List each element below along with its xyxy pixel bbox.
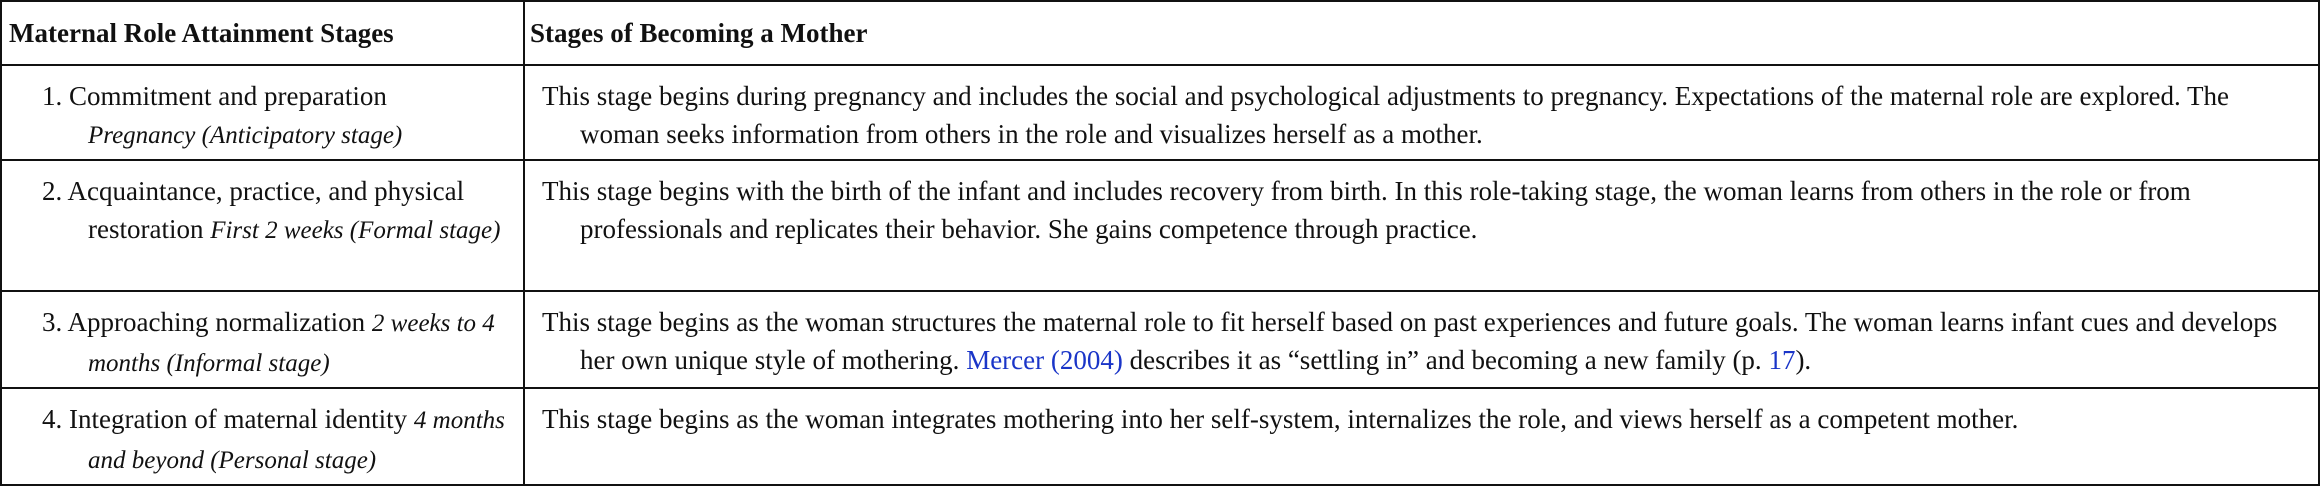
stage-text xyxy=(42,303,513,383)
stage-cell xyxy=(1,65,524,160)
stage-text xyxy=(42,400,513,480)
reference-link-mercer[interactable]: Mercer (2004) xyxy=(966,345,1123,375)
description-cell xyxy=(524,388,2319,485)
header-maternal-role-stages: Maternal Role Attainment Stages xyxy=(1,1,524,65)
stage-description xyxy=(542,303,2308,379)
stage-cell xyxy=(1,388,524,485)
stage-subtitle: Pregnancy (Anticipatory stage) xyxy=(88,122,403,149)
description-text: describes it as “settling in” and becoming a new family (p. xyxy=(1129,345,1762,375)
reference-link-page[interactable]: 17 xyxy=(1768,345,1796,375)
stage-cell xyxy=(1,291,524,388)
stage-title: 3. Approaching normalization xyxy=(42,307,366,337)
stage-title: 1. Commitment and preparation xyxy=(42,81,387,111)
table-row xyxy=(1,160,2319,291)
description-cell xyxy=(524,291,2319,388)
table-header xyxy=(1,1,2319,65)
stage-subtitle: First 2 weeks (Formal stage) xyxy=(210,217,501,244)
description-cell xyxy=(524,65,2319,160)
description-text: ). xyxy=(1795,345,1812,375)
table-row xyxy=(1,291,2319,388)
stage-description: This stage begins during pregnancy and includes the social and psychological adjustments to pregnancy. Expectations of the maternal role are explored. The woman seeks information from others in the role and visualizes herself as a mother. xyxy=(542,81,2229,149)
stage-text xyxy=(42,172,513,250)
description-text: This stage begins as the woman structures the maternal role to fit herself based on past experiences and future goals. The woman learns infant cues and develops her own unique style of mothering. xyxy=(542,307,2278,375)
table-row xyxy=(1,65,2319,160)
table-body xyxy=(1,65,2319,485)
stage-text xyxy=(42,77,513,155)
stage-cell xyxy=(1,160,524,291)
stage-title: 4. Integration of maternal identity xyxy=(42,404,408,434)
table-row xyxy=(1,388,2319,485)
header-row xyxy=(1,1,2319,65)
stage-title: 2. Acquaintance, practice, and physical restoration xyxy=(42,176,465,244)
description-cell xyxy=(524,160,2319,291)
stage-subtitle: 4 months and beyond (Personal stage) xyxy=(88,407,505,474)
stage-subtitle: 2 weeks to 4 months (Informal stage) xyxy=(88,310,495,377)
header-stages-becoming-mother: Stages of Becoming a Mother xyxy=(524,1,2319,65)
stage-description: This stage begins with the birth of the infant and includes recovery from birth. In this role-taking stage, the woman learns from others in the role or from professionals and replicates their behavior. She gains competence through practice. xyxy=(542,176,2191,244)
stage-description: This stage begins as the woman integrates mothering into her self-system, internalizes the role, and views herself as a competent mother. xyxy=(542,404,2019,434)
